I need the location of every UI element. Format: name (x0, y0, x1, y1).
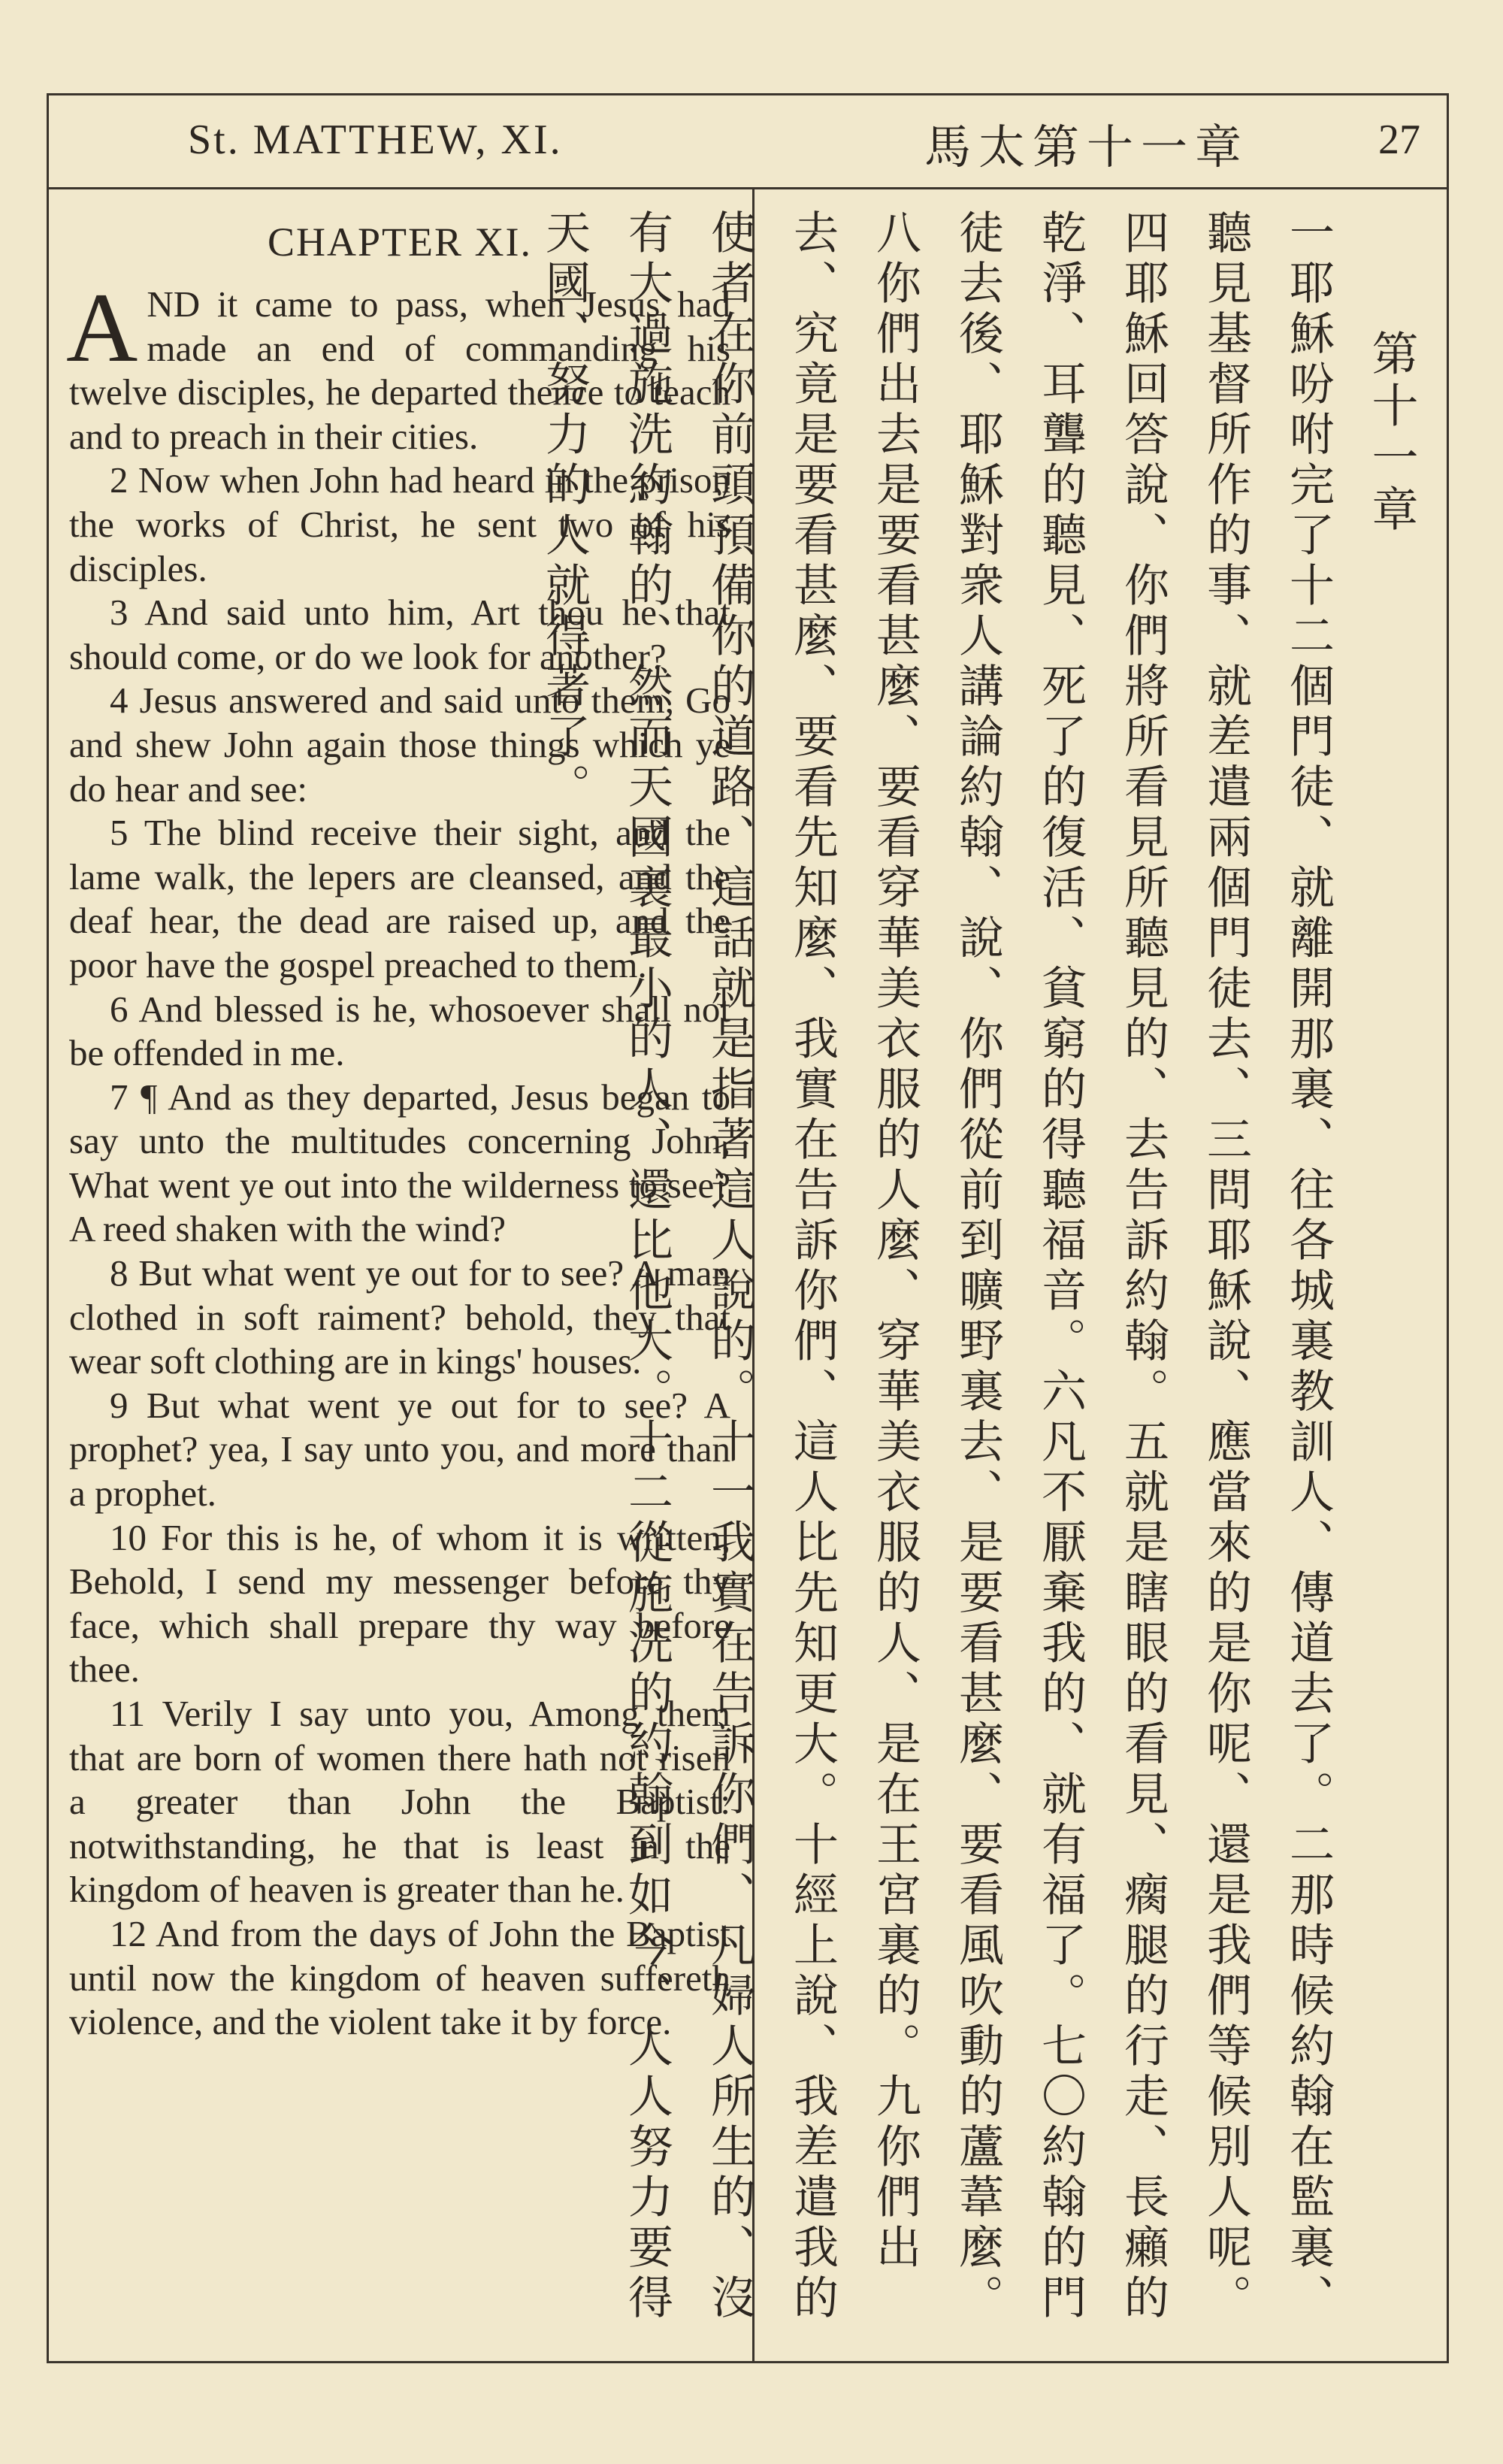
verse-3: 3 And said unto him, Art thou he that should come, or do we look for another? (69, 592, 730, 677)
verse-10: 10 For this is he, of whom it is written, Behold, I send my messenger before thy face, which shall prepare thy way before thee. (69, 1516, 730, 1691)
verse-11: 11 Verily I say unto you, Among them that are born of women there hath not risen a greater than John the Baptist: notwithstanding, he that is least in the kingdom of heaven is greater than he. (69, 1693, 730, 1911)
verse-9: 9 But what went ye out for to see? A prophet? yea, I say unto you, and more than a prophet. (69, 1384, 730, 1515)
verse-2: 2 Now when John had heard in the prison the works of Christ, he sent two of his disciples. (69, 459, 730, 589)
page-number: 27 (1378, 117, 1420, 163)
verse-4: 4 Jesus answered and said unto them, Go and shew John again those things which ye do hear and see: (69, 680, 730, 810)
verse-7: 7 ¶ And as they departed, Jesus began to say unto the multitudes concerning John, What went ye out into the wilderness to see? A reed shaken with the wind? (69, 1076, 730, 1250)
drop-cap: A (66, 272, 138, 383)
running-title: St. MATTHEW, XI. (188, 117, 563, 163)
verse-6: 6 And blessed is he, whosoever shall not be offended in me. (69, 988, 730, 1074)
chinese-chapter-heading: 第十一章 (1364, 329, 1419, 537)
chinese-column (538, 209, 1432, 2351)
verse-5: 5 The blind receive their sight, and the lame walk, the lepers are cleansed, and the deaf hear, the dead are raised up, and the poor have the gospel preached to them. (69, 812, 730, 985)
chinese-text: 一耶穌吩咐完了十二個門徒、就離開那裏、往各城裏教訓人、傳道去了。二那時候約翰在監裏、聽見基督所作的事、就差遣兩個門徒去、三問耶穌說、應當來的是你呢、還是我們等候別人呢。四耶穌回答說、你們將所看見所聽見的、去告訴約翰。五就是瞎眼的看見、瘸腿的行走、長癩的乾淨、耳聾的聽見、死了的復活、貧窮的得聽福音。六凡不厭棄我的、就有福了。七〇約翰的門徒去後、耶穌對衆人講論約翰、說、你們從前到曠野裏去、是要看甚麼、要看風吹動的蘆葦麼。八你們出去是要看甚麼、要看穿華美衣服的人麼、穿華美衣服的人、是在王宮裏的。九你們出去、究竟是要看甚麼、要看先知麼、我實在告訴你們、這人比先知更大。十經上說、我差遣我的使者在你前頭預備你的道路、這話就是指著這人說的。十一我實在告訴你們、凡婦人所生的、沒有大過施洗約翰的、然而天國裏最小的人、還比他大。十二從施洗的約翰到如今、人人努力要得天國、努力的人就得著了。 (538, 209, 1335, 2324)
running-header (47, 93, 1449, 189)
verse-1-text: ND it came to pass, when Jesus had made an end of commanding his twelve disciples, he departed thence to teach and to preach in their cities. (69, 283, 730, 457)
verse-8: 8 But what went ye out for to see? A man clothed in soft raiment? behold, they that wear soft clothing are in kings' houses. (69, 1252, 730, 1382)
verse-12: 12 And from the days of John the Baptist until now the kingdom of heaven suffereth violence, and the violent take it by force. (69, 1912, 730, 2043)
chapter-title: CHAPTER XI. (267, 219, 532, 265)
chinese-running-title: 馬太第十一章 (924, 120, 1250, 174)
